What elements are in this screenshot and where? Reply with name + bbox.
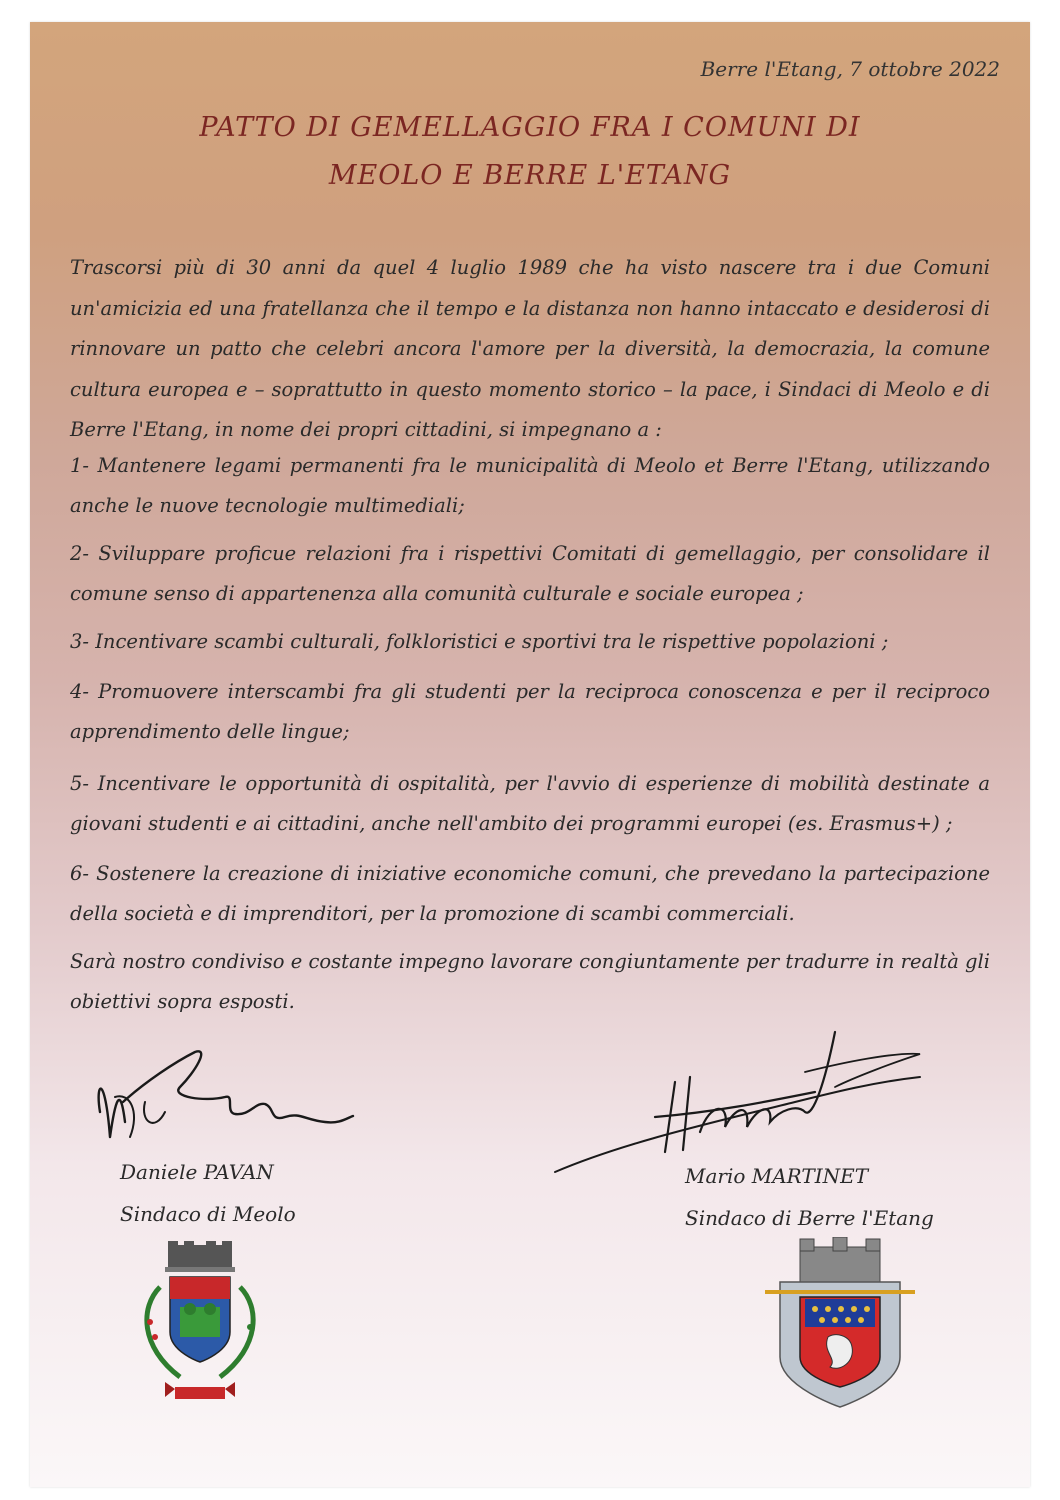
closing-paragraph: Sarà nostro condiviso e costante impegno lavorare congiuntamente per tradurre in realtà gli obiettivi sopra esposti. [70, 950, 990, 1013]
left-signatory-name: Daniele PAVAN [120, 1160, 274, 1184]
commitment-item-6: 6- Sostenere la creazione di iniziative economiche comuni, che prevedano la partecipazione della società e di imprenditori, per la promozione di scambi commerciali. [70, 862, 990, 925]
document-title-line-2: MEOLO E BERRE L'ETANG [328, 160, 732, 191]
right-signatory-role: Sindaco di Berre l'Etang [685, 1206, 934, 1230]
document-date: Berre l'Etang, 7 ottobre 2022 [700, 57, 1000, 81]
commitment-item-1: 1- Mantenere legami permanenti fra le municipalità di Meolo et Berre l'Etang, utilizzando anche le nuove tecnologie multimediali; [70, 454, 990, 517]
signature-martinet [535, 1022, 925, 1182]
right-signatory-name: Mario MARTINET [685, 1164, 869, 1188]
signature-pavan [85, 1042, 355, 1152]
document-sheet [30, 22, 1030, 1487]
document-title-line-1: PATTO DI GEMELLAGGIO FRA I COMUNI DI [199, 112, 861, 143]
commitment-item-2: 2- Sviluppare proficue relazioni fra i rispettivi Comitati di gemellaggio, per consolidare il comune senso di appartenenza alla comunità culturale e sociale europea ; [70, 542, 990, 605]
intro-paragraph: Trascorsi più di 30 anni da quel 4 luglio 1989 che ha visto nascere tra i due Comuni un'amicizia ed una fratellanza che il tempo e la distanza non hanno intaccato e desiderosi di rinnovare un patto che celebri ancora l'amore per la diversità, la democrazia, la comune cultura europea e – soprattutto in questo momento storico – la pace, i Sindaci di Meolo e di Berre l'Etang, in nome dei propri cittadini, si impegnano a : [70, 256, 990, 441]
meolo-coat-of-arms-icon [120, 1237, 280, 1407]
commitment-item-5: 5- Incentivare le opportunità di ospitalità, per l'avvio di esperienze di mobilità destinate a giovani studenti e ai cittadini, anche nell'ambito dei programmi europei (es. Erasmus+) ; [70, 772, 990, 835]
commitment-item-3: 3- Incentivare scambi culturali, folkloristici e sportivi tra le rispettive popolazioni ; [70, 630, 889, 653]
left-signatory-role: Sindaco di Meolo [120, 1202, 296, 1226]
berre-coat-of-arms-icon [760, 1237, 920, 1412]
commitment-item-4: 4- Promuovere interscambi fra gli studenti per la reciproca conoscenza e per il reciproco apprendimento delle lingue; [70, 680, 990, 743]
